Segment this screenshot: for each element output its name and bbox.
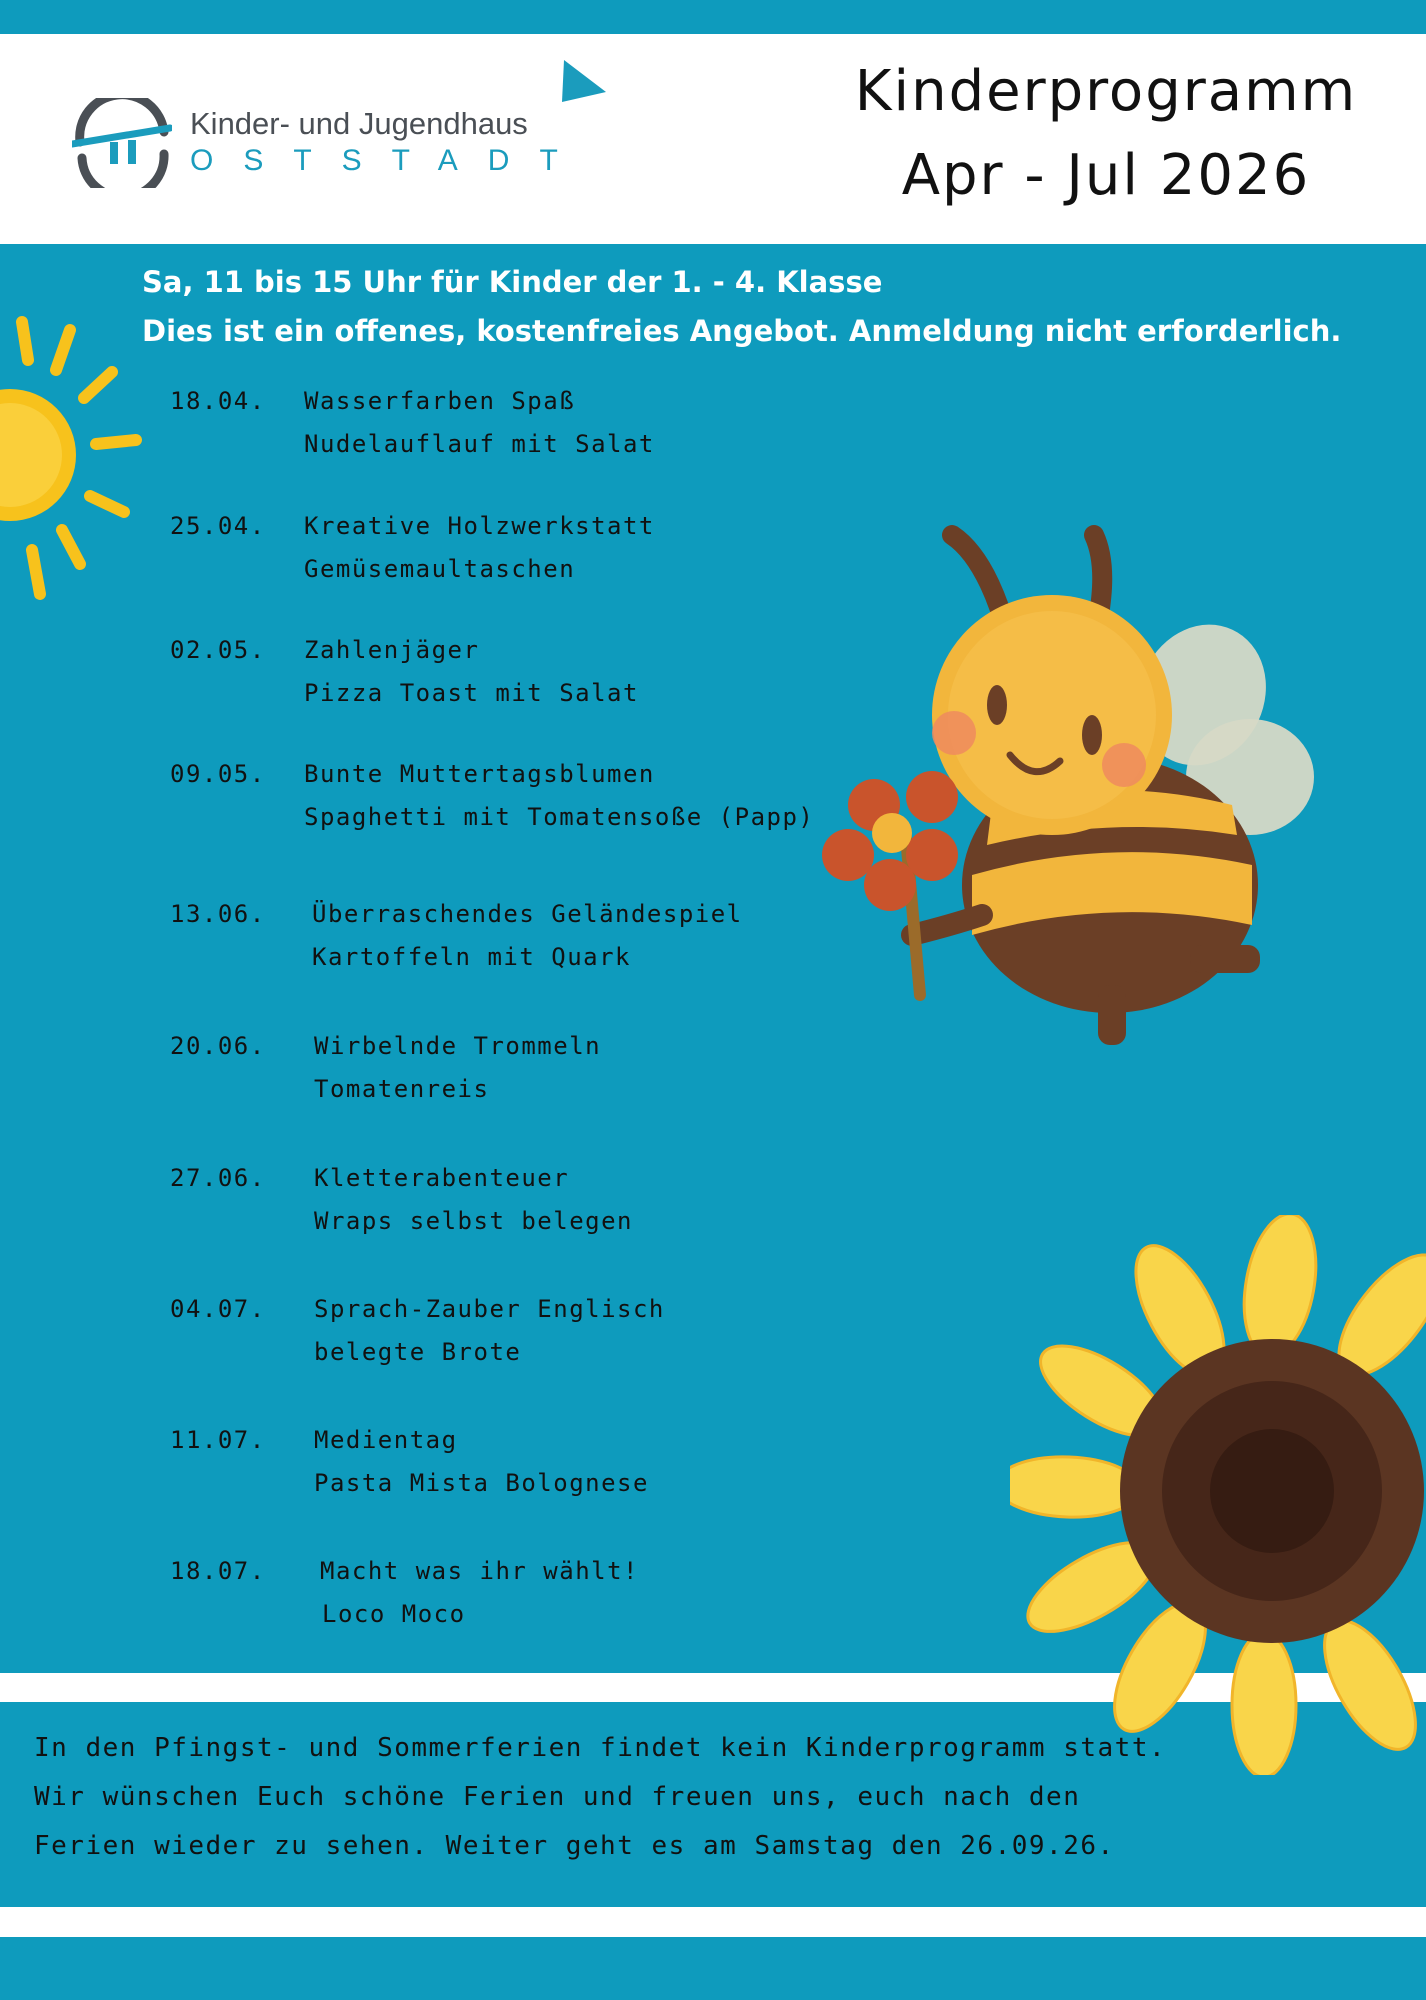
entry-meal: Spaghetti mit Tomatensoße (Papp) — [304, 803, 815, 831]
intro-line-2: Dies ist ein offenes, kostenfreies Angebot. Anmeldung nicht erforderlich. — [142, 314, 1342, 348]
entry-meal: Wraps selbst belegen — [314, 1207, 633, 1235]
entry-meal: belegte Brote — [314, 1338, 522, 1366]
entry-meal: Pasta Mista Bolognese — [314, 1469, 649, 1497]
triangle-icon — [560, 58, 610, 104]
entry-meal: Loco Moco — [322, 1600, 466, 1628]
entry-activity: Wasserfarben Spaß — [304, 387, 576, 415]
title-line-2: Apr - Jul 2026 — [901, 143, 1311, 208]
entry-activity: Bunte Muttertagsblumen — [304, 760, 655, 788]
entry-date: 18.07. — [170, 1557, 266, 1585]
entry-date: 20.06. — [170, 1032, 266, 1060]
logo-name-line2: OSTSTADT — [190, 144, 588, 177]
intro — [142, 258, 1341, 356]
entry-activity: Medientag — [314, 1426, 458, 1454]
entry-date: 18.04. — [170, 387, 266, 415]
title-line-1: Kinderprogramm — [854, 59, 1358, 124]
footer-note — [34, 1724, 1166, 1871]
program-entry — [0, 1419, 900, 1509]
sunflower-illustration — [1010, 1215, 1426, 1775]
entry-date: 13.06. — [170, 900, 266, 928]
program-entry — [0, 380, 900, 470]
entry-meal: Gemüsemaultaschen — [304, 555, 576, 583]
logo-name-line1: Kinder- und Jugendhaus — [190, 106, 528, 141]
program-entry — [0, 1157, 900, 1247]
entry-date: 09.05. — [170, 760, 266, 788]
entry-activity: Kletterabenteuer — [314, 1164, 570, 1192]
page-title — [826, 50, 1386, 218]
entry-meal: Tomatenreis — [314, 1075, 490, 1103]
footer-line-1: In den Pfingst- und Sommerferien findet kein Kinderprogramm statt. — [34, 1733, 1167, 1763]
entry-activity: Überraschendes Geländespiel — [312, 900, 743, 928]
bottom-band — [0, 1937, 1426, 2000]
entry-activity: Sprach-Zauber Englisch — [314, 1295, 665, 1323]
program-entry — [0, 753, 900, 843]
entry-activity: Macht was ihr wählt! — [320, 1557, 639, 1585]
entry-date: 27.06. — [170, 1164, 266, 1192]
entry-activity: Zahlenjäger — [304, 636, 480, 664]
program-entry — [0, 893, 900, 983]
house-logo-icon — [72, 98, 172, 188]
entry-meal: Kartoffeln mit Quark — [312, 943, 631, 971]
logo — [0, 0, 640, 200]
program-entry — [0, 1025, 900, 1115]
entry-meal: Nudelauflauf mit Salat — [304, 430, 655, 458]
program-entry — [0, 1288, 900, 1378]
entry-meal: Pizza Toast mit Salat — [304, 679, 639, 707]
entry-date: 11.07. — [170, 1426, 266, 1454]
footer-line-3: Ferien wieder zu sehen. Weiter geht es am Samstag den 26.09.26. — [34, 1831, 1115, 1861]
entry-activity: Wirbelnde Trommeln — [314, 1032, 602, 1060]
program-entry — [0, 1550, 900, 1640]
entry-date: 04.07. — [170, 1295, 266, 1323]
program-entry — [0, 629, 900, 719]
entry-date: 02.05. — [170, 636, 266, 664]
entry-activity: Kreative Holzwerkstatt — [304, 512, 655, 540]
program-entry — [0, 505, 900, 595]
entry-date: 25.04. — [170, 512, 266, 540]
footer-line-2: Wir wünschen Euch schöne Ferien und freuen uns, euch nach den — [34, 1782, 1081, 1812]
intro-line-1: Sa, 11 bis 15 Uhr für Kinder der 1. - 4. Klasse — [142, 265, 883, 299]
bee-illustration — [812, 515, 1372, 1055]
